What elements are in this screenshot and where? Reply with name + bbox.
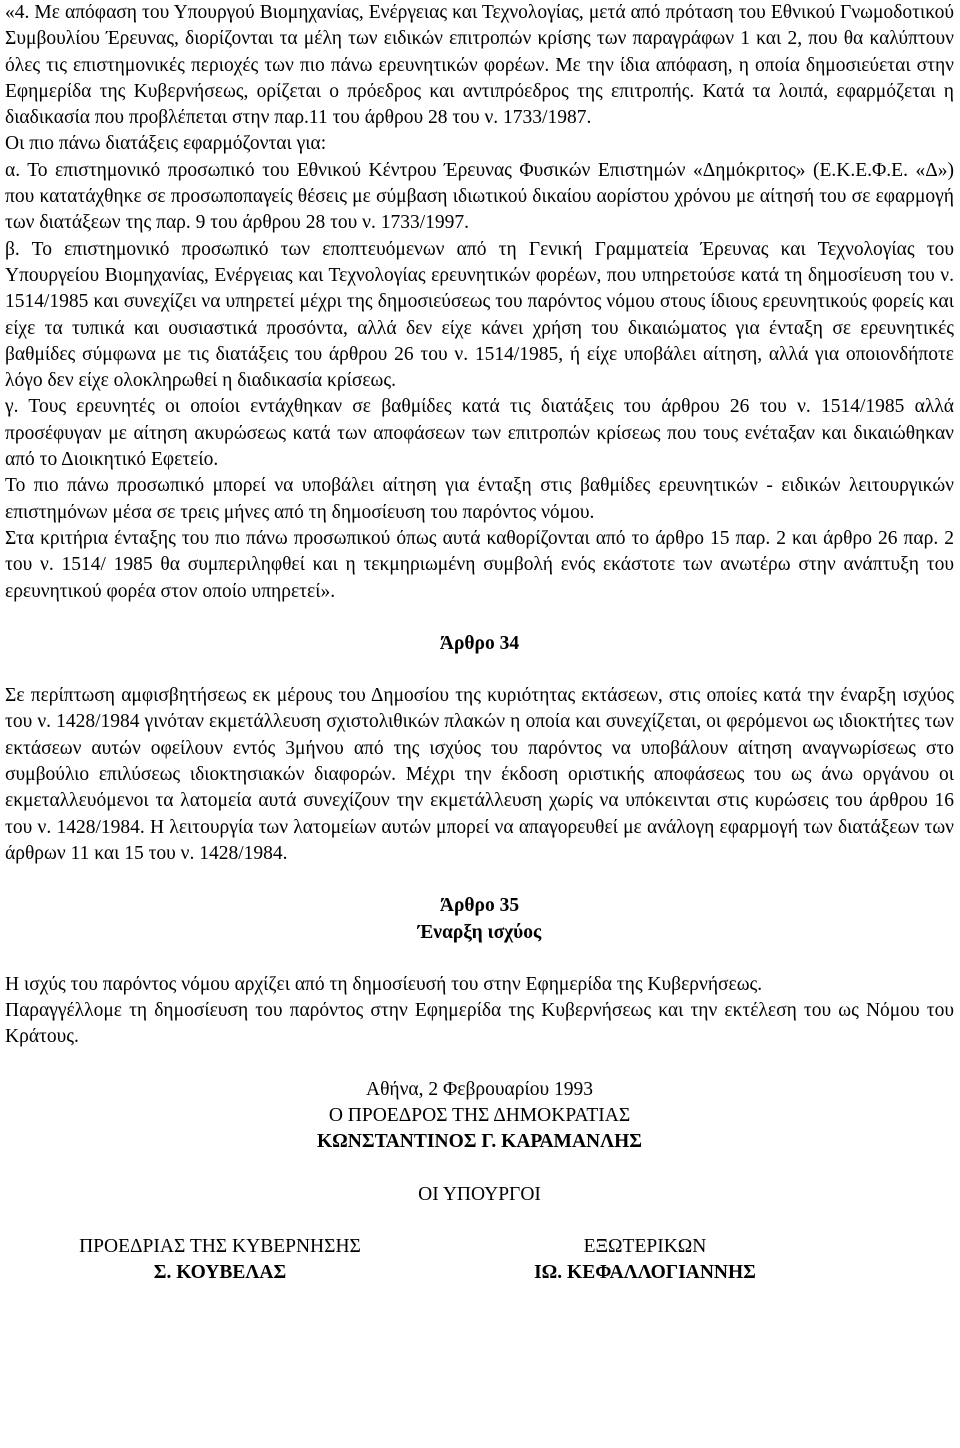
document-page	[5, 0, 954, 1286]
minister-right-name: ΙΩ. ΚΕΦΑΛΛΟΓΙΑΝΝΗΣ	[534, 1262, 756, 1284]
minister-left-name: Σ. ΚΟΥΒΕΛΑΣ	[153, 1262, 287, 1284]
place-date: Αθήνα, 2 Φεβρουαρίου 1993	[365, 1078, 593, 1100]
minister-signatures	[5, 1234, 954, 1286]
minister-right-title: ΕΞΩΤΕΡΙΚΩΝ	[583, 1235, 707, 1257]
article-35-heading: Άρθρο 35	[439, 895, 520, 917]
article-35-effect: Η ισχύς του παρόντος νόμου αρχίζει από τη δημοσίευσή του στην Εφημερίδα της Κυβερνήσεως.	[5, 973, 763, 995]
item-beta: β. Το επιστημονικό προσωπικό των εποπτευόμενων από τη Γενική Γραμματεία Έρευνας και Τεχνολογίας του Υπουργείου Βιομηχανίας, Ενέργειας και Τεχνολογίας ερευνητικών φορέων, που υπηρετούσε κατά τη δημοσίευση του ν. 1514/1985 και συνεχίζει να υπηρετεί μέχρι της δημοσιεύσεως του παρόντος νόμου στους ίδιους ερευνητικούς φορείς και είχε τα τυπικά και ουσιαστικά προσόντα, αλλά δεν είχε κάνει χρήση του δικαιώματος για ένταξη σε ερευνητικές βαθμίδες σύμφωνα με τις διατάξεις του άρθρου 26 του ν. 1514/1985, ή είχε υποβάλει αίτηση, αλλά για οποιονδήποτε λόγο δεν είχε ολοκληρωθεί η διαδικασία κρίσεως.	[5, 238, 954, 392]
article-34-body: Σε περίπτωση αμφισβητήσεως εκ μέρους του Δημοσίου της κυριότητας εκτάσεων, στις οποίες κατά την έναρξη ισχύος του ν. 1428/1984 γινόταν εκμετάλλευση σχιστολιθικών πλακών η οποία και συνεχίζεται, οι φερόμενοι ως ιδιοκτήτες των εκτάσεων αυτών οφείλουν εντός 3μήνου από της ισχύος του παρόντος να υποβάλουν αίτηση αναγνωρίσεως στο συμβούλιο επιλύσεως ιδιοκτησιακών διαφορών. Μέχρι την έκδοση οριστικής αποφάσεως του ως άνω οργάνου οι εκμεταλλευόμενοι τα λατομεία αυτά συνεχίζουν την εκμετάλλευση χωρίς να υπόκεινται στις κυρώσεις του άρθρου 16 του ν. 1428/1984. Η λειτουργία των λατομείων αυτών μπορεί να απαγορευθεί με ανάλογη εφαρμογή των διατάξεων των άρθρων 11 και 15 του ν. 1428/1984.	[5, 685, 954, 864]
president-name: ΚΩΝΣΤΑΝΤΙΝΟΣ Γ. ΚΑΡΑΜΑΝΛΗΣ	[317, 1131, 642, 1153]
application-paragraph: Το πιο πάνω προσωπικό μπορεί να υποβάλει αίτηση για ένταξη στις βαθμίδες ερευνητικών - ειδικών λειτουργικών επιστημόνων μέσα σε τρεις μήνες από τη δημοσίευση του παρόντος νόμου.	[5, 475, 954, 523]
article-35-publication: Παραγγέλλομε τη δημοσίευση του παρόντος στην Εφημερίδα της Κυβερνήσεως και την εκτέλεση του ως Νόμου του Κράτους.	[5, 1000, 954, 1048]
minister-left	[40, 1234, 400, 1287]
president-title: Ο ΠΡΟΕΔΡΟΣ ΤΗΣ ΔΗΜΟΚΡΑΤΙΑΣ	[328, 1104, 631, 1126]
provisions-intro: Οι πιο πάνω διατάξεις εφαρμόζονται για:	[5, 133, 327, 155]
paragraph-4: «4. Με απόφαση του Υπουργού Βιομηχανίας, Ενέργειας και Τεχνολογίας, μετά από πρόταση του Εθνικού Γνωμοδοτικού Συμβουλίου Έρευνας, διορίζονται τα μέλη των ειδικών επιτροπών κρίσης των παραγράφων 1 και 2, που θα καλύπτουν όλες τις επιστημονικές περιοχές των πιο πάνω ερευνητικών φορέων. Με την ίδια απόφαση, η οποία δημοσιεύεται στην Εφημερίδα της Κυβερνήσεως, ορίζεται ο πρόεδρος και αντιπρόεδρος της επιτροπής. Κατά τα λοιπά, εφαρμόζεται η διαδικασία που προβλέπεται στην παρ.11 του άρθρου 28 του ν. 1733/1987.	[5, 2, 954, 129]
criteria-paragraph: Στα κριτήρια ένταξης του πιο πάνω προσωπικού όπως αυτά καθορίζονται από το άρθρο 15 παρ. 2 και άρθρο 26 παρ. 2 του ν. 1514/ 1985 θα συμπεριληφθεί και η τεκμηριωμένη συμβολή ενός εκάστοτε των ανωτέρω στην ανάπτυξη του ερευνητικού φορέα στον οποίο υπηρετεί».	[5, 527, 954, 602]
article-34-heading: Άρθρο 34	[439, 632, 520, 654]
ministers-heading: ΟΙ ΥΠΟΥΡΓΟΙ	[418, 1183, 541, 1205]
article-35-subheading: Έναρξη ισχύος	[417, 921, 542, 943]
minister-left-title: ΠΡΟΕΔΡΙΑΣ ΤΗΣ ΚΥΒΕΡΝΗΣΗΣ	[79, 1235, 361, 1257]
minister-right	[505, 1234, 785, 1287]
item-gamma: γ. Τους ερευνητές οι οποίοι εντάχθηκαν σε βαθμίδες κατά τις διατάξεις του άρθρου 26 του ν. 1514/1985 αλλά προσέφυγαν με αίτηση ακυρώσεως κατά των αποφάσεων των επιτροπών κρίσεως που τους ενέταξαν και δικαιώθηκαν από το Διοικητικό Εφετείο.	[5, 396, 954, 471]
item-alpha: α. Το επιστημονικό προσωπικό του Εθνικού Κέντρου Έρευνας Φυσικών Επιστημών «Δημόκριτος» (Ε.Κ.Ε.Φ.Ε. «Δ») που κατατάχθηκε σε προσωποπαγείς θέσεις με σύμβαση ιδιωτικού δικαίου αορίστου χρόνου με αίτησή του σε εφαρμογή των διατάξεων της παρ. 9 του άρθρου 28 του ν. 1733/1997.	[5, 159, 954, 234]
